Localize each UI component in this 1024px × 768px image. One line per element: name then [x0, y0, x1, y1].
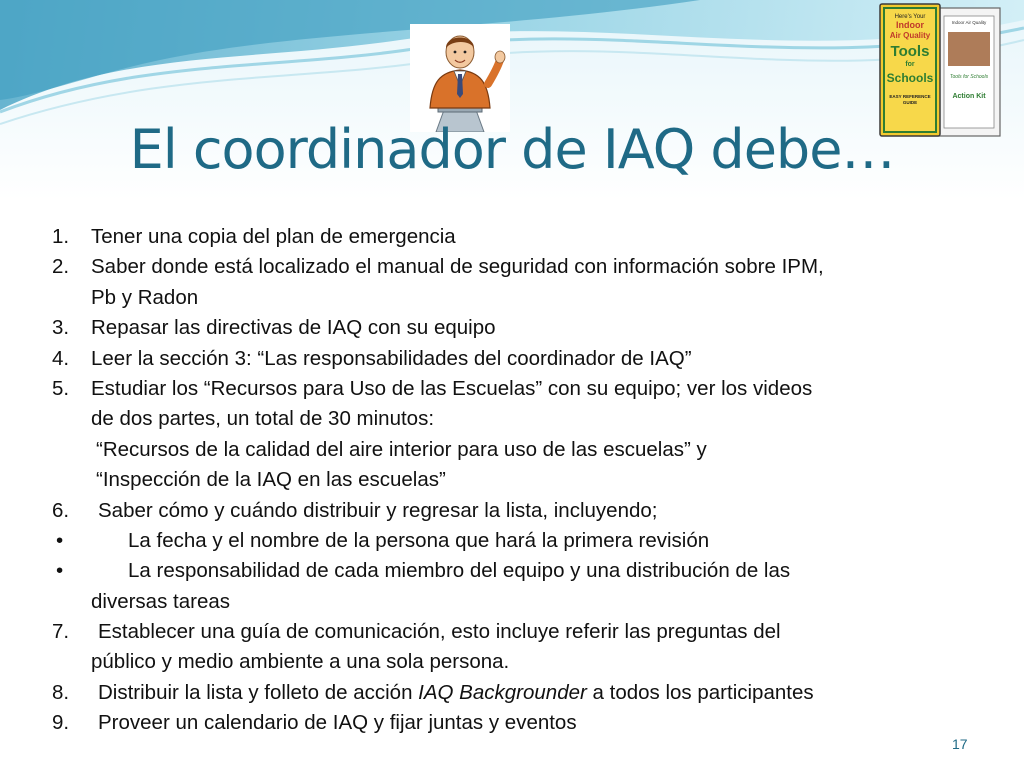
item-text: Saber donde está localizado el manual de seguridad con información sobre IPM,	[91, 255, 824, 279]
list-item	[52, 496, 1012, 526]
list-item	[52, 344, 1012, 374]
list-item	[52, 252, 1012, 282]
item-text: diversas tareas	[91, 589, 231, 613]
bullet-marker: •	[56, 528, 64, 552]
item-text-post: a todos los participantes	[586, 680, 814, 704]
item-text: público y medio ambiente a una sola persona.	[91, 650, 510, 674]
book-cover-text: Air Quality	[889, 31, 931, 40]
book-cover-text: Indoor	[896, 20, 924, 30]
item-text-pre: Distribuir la lista y folleto de acción	[98, 680, 419, 704]
item-text: Repasar las directivas de IAQ con su equipo	[91, 316, 496, 340]
item-text: Saber cómo y cuándo distribuir y regresar la lista, incluyendo;	[98, 498, 658, 522]
list-item	[52, 222, 1012, 252]
item-text: Tener una copia del plan de emergencia	[91, 225, 456, 248]
list-item	[52, 313, 1012, 343]
item-number: 8.	[52, 680, 70, 704]
item-text: “Inspección de la IAQ en las escuelas”	[96, 468, 446, 492]
list-item-bullet	[52, 526, 1012, 556]
list-item	[52, 678, 1012, 708]
page-number: 17	[952, 736, 968, 752]
item-text: Pb y Radon	[91, 285, 199, 309]
list-item-continuation	[52, 465, 1012, 495]
list-item	[52, 617, 1012, 647]
instructions-list	[52, 222, 1012, 739]
slide-title: El coordinador de IAQ debe…	[129, 118, 895, 181]
item-number: 2.	[52, 255, 70, 279]
book-spine-text: Indoor Air Quality	[951, 20, 987, 25]
item-number: 3.	[52, 316, 70, 340]
item-text: La fecha y el nombre de la persona que hará la primera revisión	[128, 528, 710, 552]
item-text: La responsabilidad de cada miembro del equipo y una distribución de las	[128, 559, 791, 583]
item-text: de dos partes, un total de 30 minutos:	[91, 407, 435, 431]
item-text: “Recursos de la calidad del aire interior para uso de las escuelas” y	[96, 437, 707, 461]
list-item-bullet	[52, 556, 1012, 586]
book-cover-text: for	[905, 61, 915, 68]
book-spine-text: Action Kit	[952, 93, 986, 100]
list-item-continuation	[52, 587, 1012, 617]
item-number: 5.	[52, 376, 70, 400]
book-cover-text: Here's Your	[894, 14, 926, 20]
item-text: Establecer una guía de comunicación, esto incluye referir las preguntas del	[98, 620, 781, 644]
bullet-marker: •	[56, 559, 64, 583]
item-text: Estudiar los “Recursos para Uso de las Escuelas” con su equipo; ver los videos	[91, 376, 813, 400]
item-number: 7.	[52, 620, 70, 644]
item-number: 9.	[52, 711, 70, 735]
item-text: Proveer un calendario de IAQ y fijar juntas y eventos	[98, 711, 577, 735]
item-text: Leer la sección 3: “Las responsabilidades del coordinador de IAQ”	[91, 346, 692, 370]
item-number: 4.	[52, 346, 70, 370]
book-cover-text: Tools	[890, 43, 930, 60]
presenter-clipart-image	[410, 24, 510, 132]
list-item	[52, 708, 1012, 738]
list-item-continuation	[52, 435, 1012, 465]
book-cover-text: GUIDE	[902, 100, 918, 105]
list-item	[52, 374, 1012, 404]
item-number: 6.	[52, 498, 70, 522]
list-item-continuation	[52, 404, 1012, 434]
book-spine-text: Tools for Schools	[949, 74, 989, 80]
list-item-continuation	[52, 283, 1012, 313]
list-item-continuation	[52, 647, 1012, 677]
item-number: 1.	[52, 225, 70, 248]
book-cover-text: Schools	[886, 71, 934, 85]
item-text	[98, 678, 814, 708]
item-text-emphasis: IAQ Backgrounder	[418, 680, 587, 704]
book-cover-text: EASY REFERENCE	[889, 94, 931, 99]
